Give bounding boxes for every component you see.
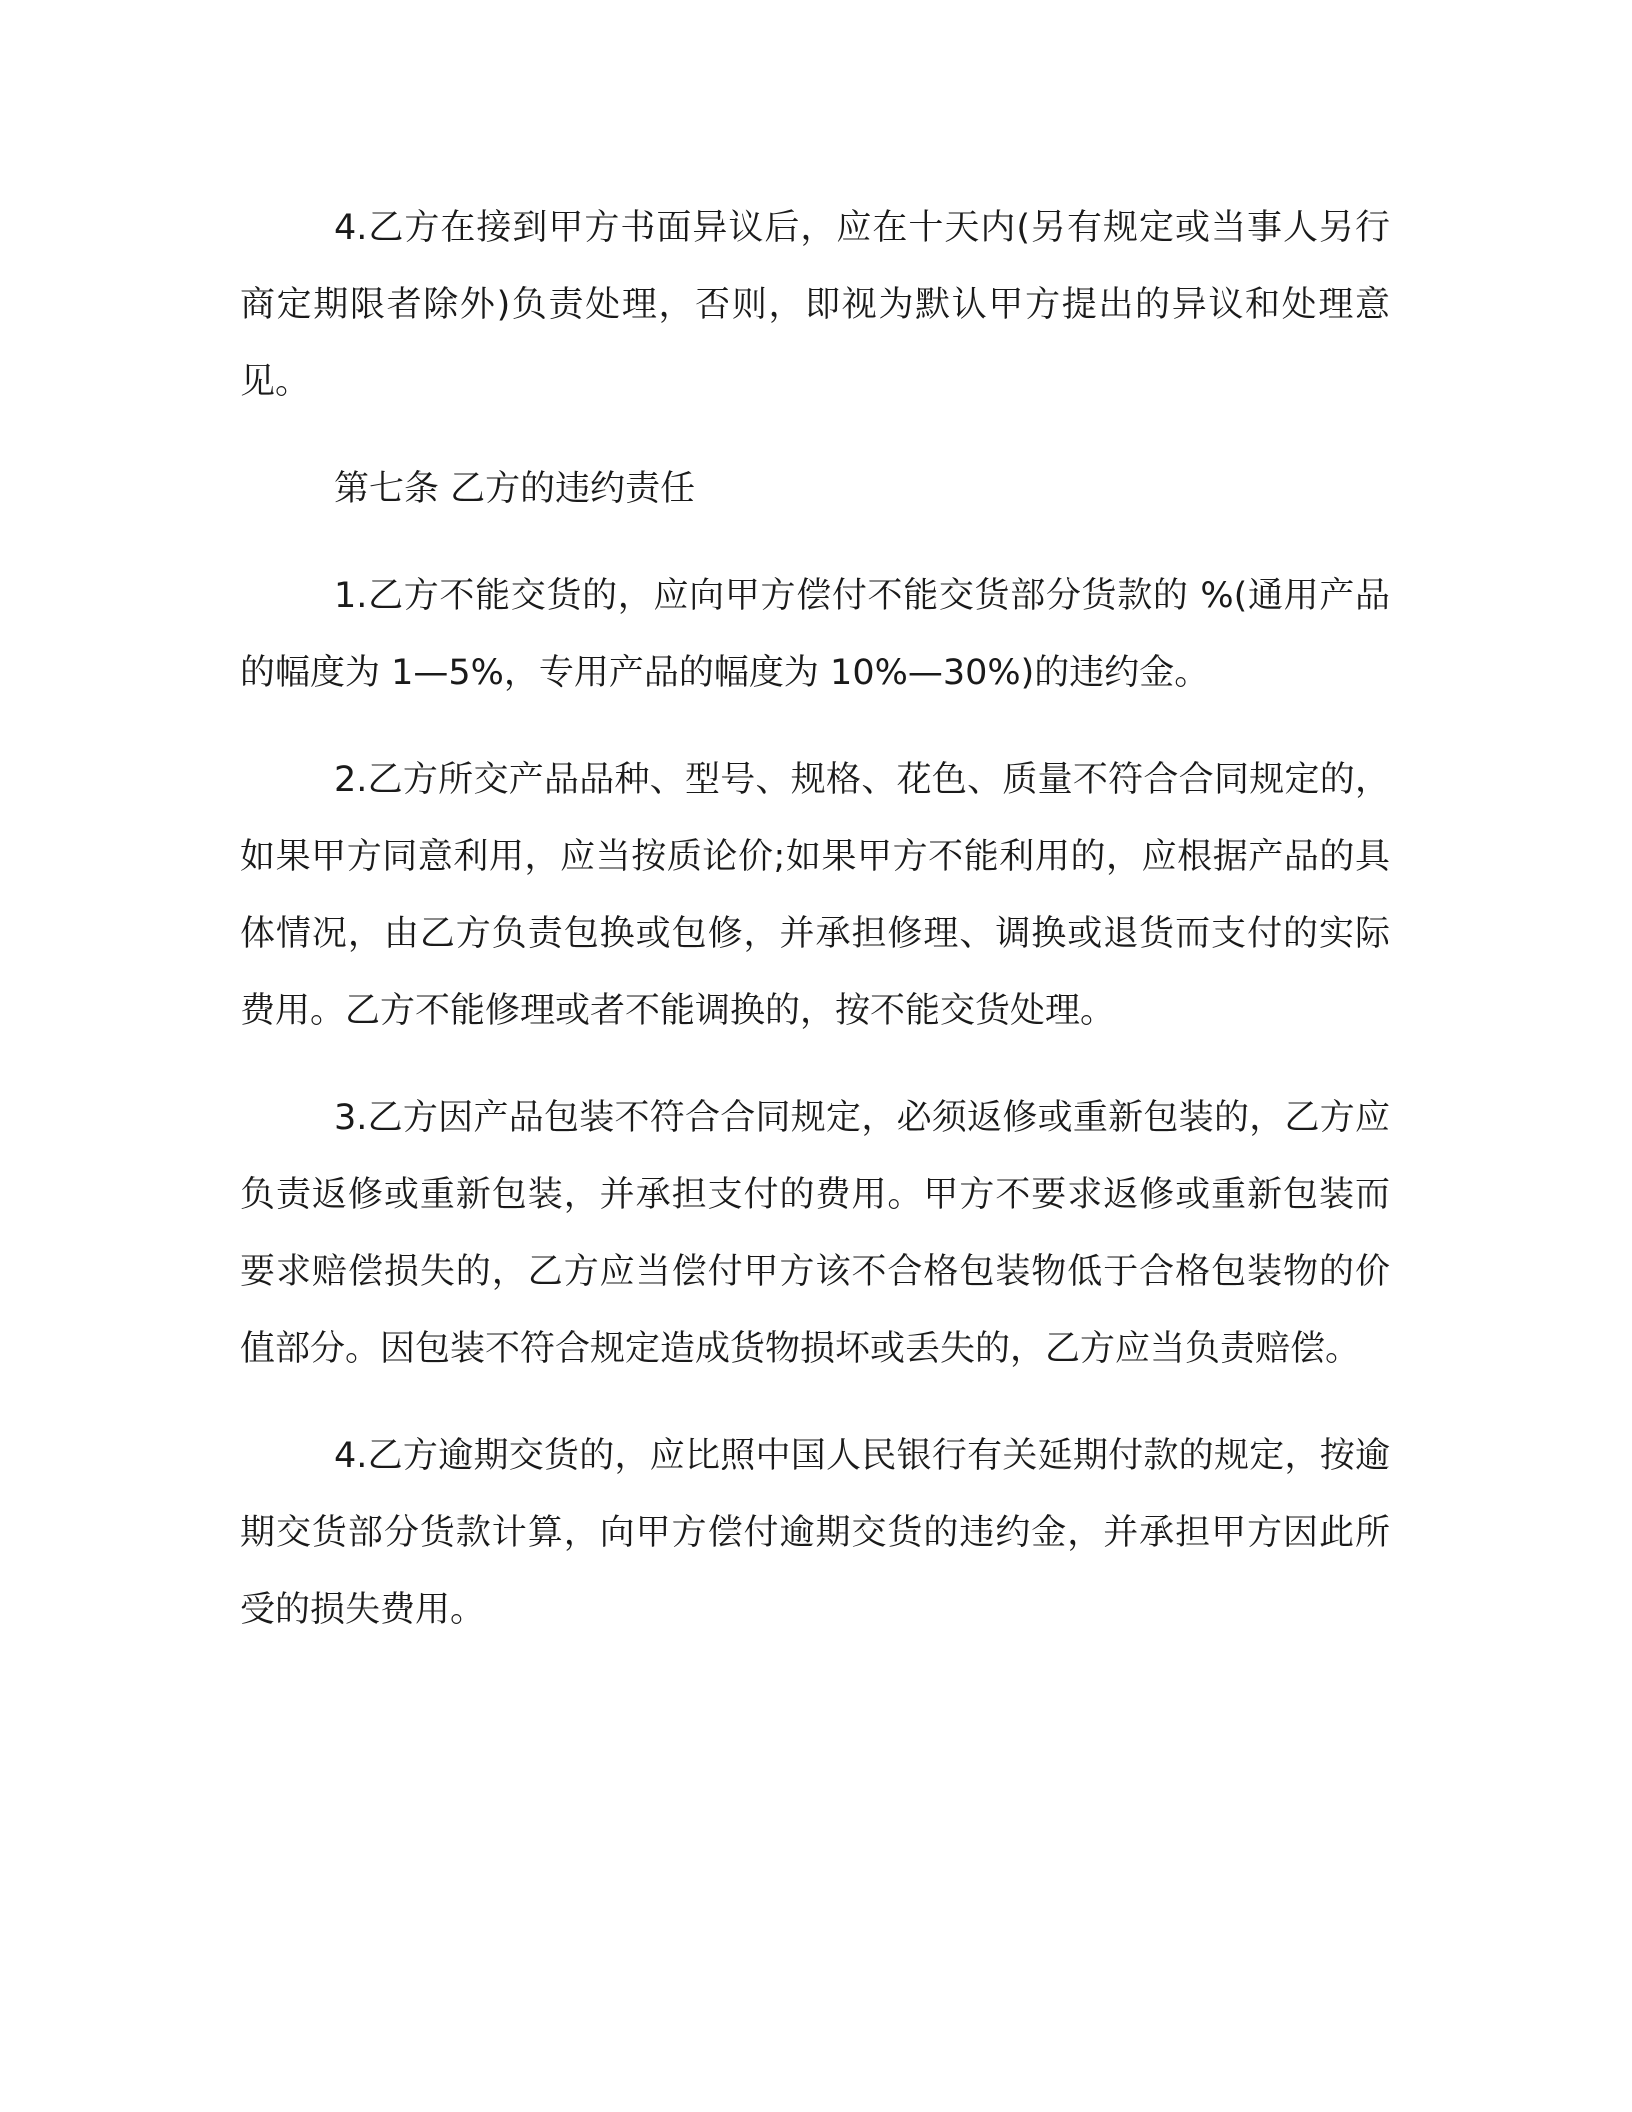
article-heading: 第七条 乙方的违约责任 xyxy=(334,469,696,509)
clause-paragraph-late-delivery: 4.乙方逾期交货的，应比照中国人民银行有关延期付款的规定，按逾期交货部分货款计算，向甲方偿付逾期交货的违约金，并承担甲方因此所受的损失费用。 xyxy=(240,1436,1390,1630)
clause-paragraph-quality: 2.乙方所交产品品种、型号、规格、花色、质量不符合合同规定的，如果甲方同意利用，应当按质论价;如果甲方不能利用的，应根据产品的具体情况，由乙方负责包换或包修，并承担修理、调换或退货而支付的实际费用。乙方不能修理或者不能调换的，按不能交货处理。 xyxy=(240,760,1390,1031)
clause-paragraph-objection: 4.乙方在接到甲方书面异议后，应在十天内(另有规定或当事人另行商定期限者除外)负责处理，否则，即视为默认甲方提出的异议和处理意见。 xyxy=(240,208,1390,402)
document-body xyxy=(240,190,1390,1679)
clause-paragraph-packaging: 3.乙方因产品包装不符合合同规定，必须返修或重新包装的，乙方应负责返修或重新包装，并承担支付的费用。甲方不要求返修或重新包装而要求赔偿损失的，乙方应当偿付甲方该不合格包装物低于合格包装物的价值部分。因包装不符合规定造成货物损坏或丢失的，乙方应当负责赔偿。 xyxy=(240,1098,1390,1369)
clause-paragraph-no-delivery: 1.乙方不能交货的，应向甲方偿付不能交货部分货款的 %(通用产品的幅度为 1—5%，专用产品的幅度为 10%—30%)的违约金。 xyxy=(240,576,1390,693)
